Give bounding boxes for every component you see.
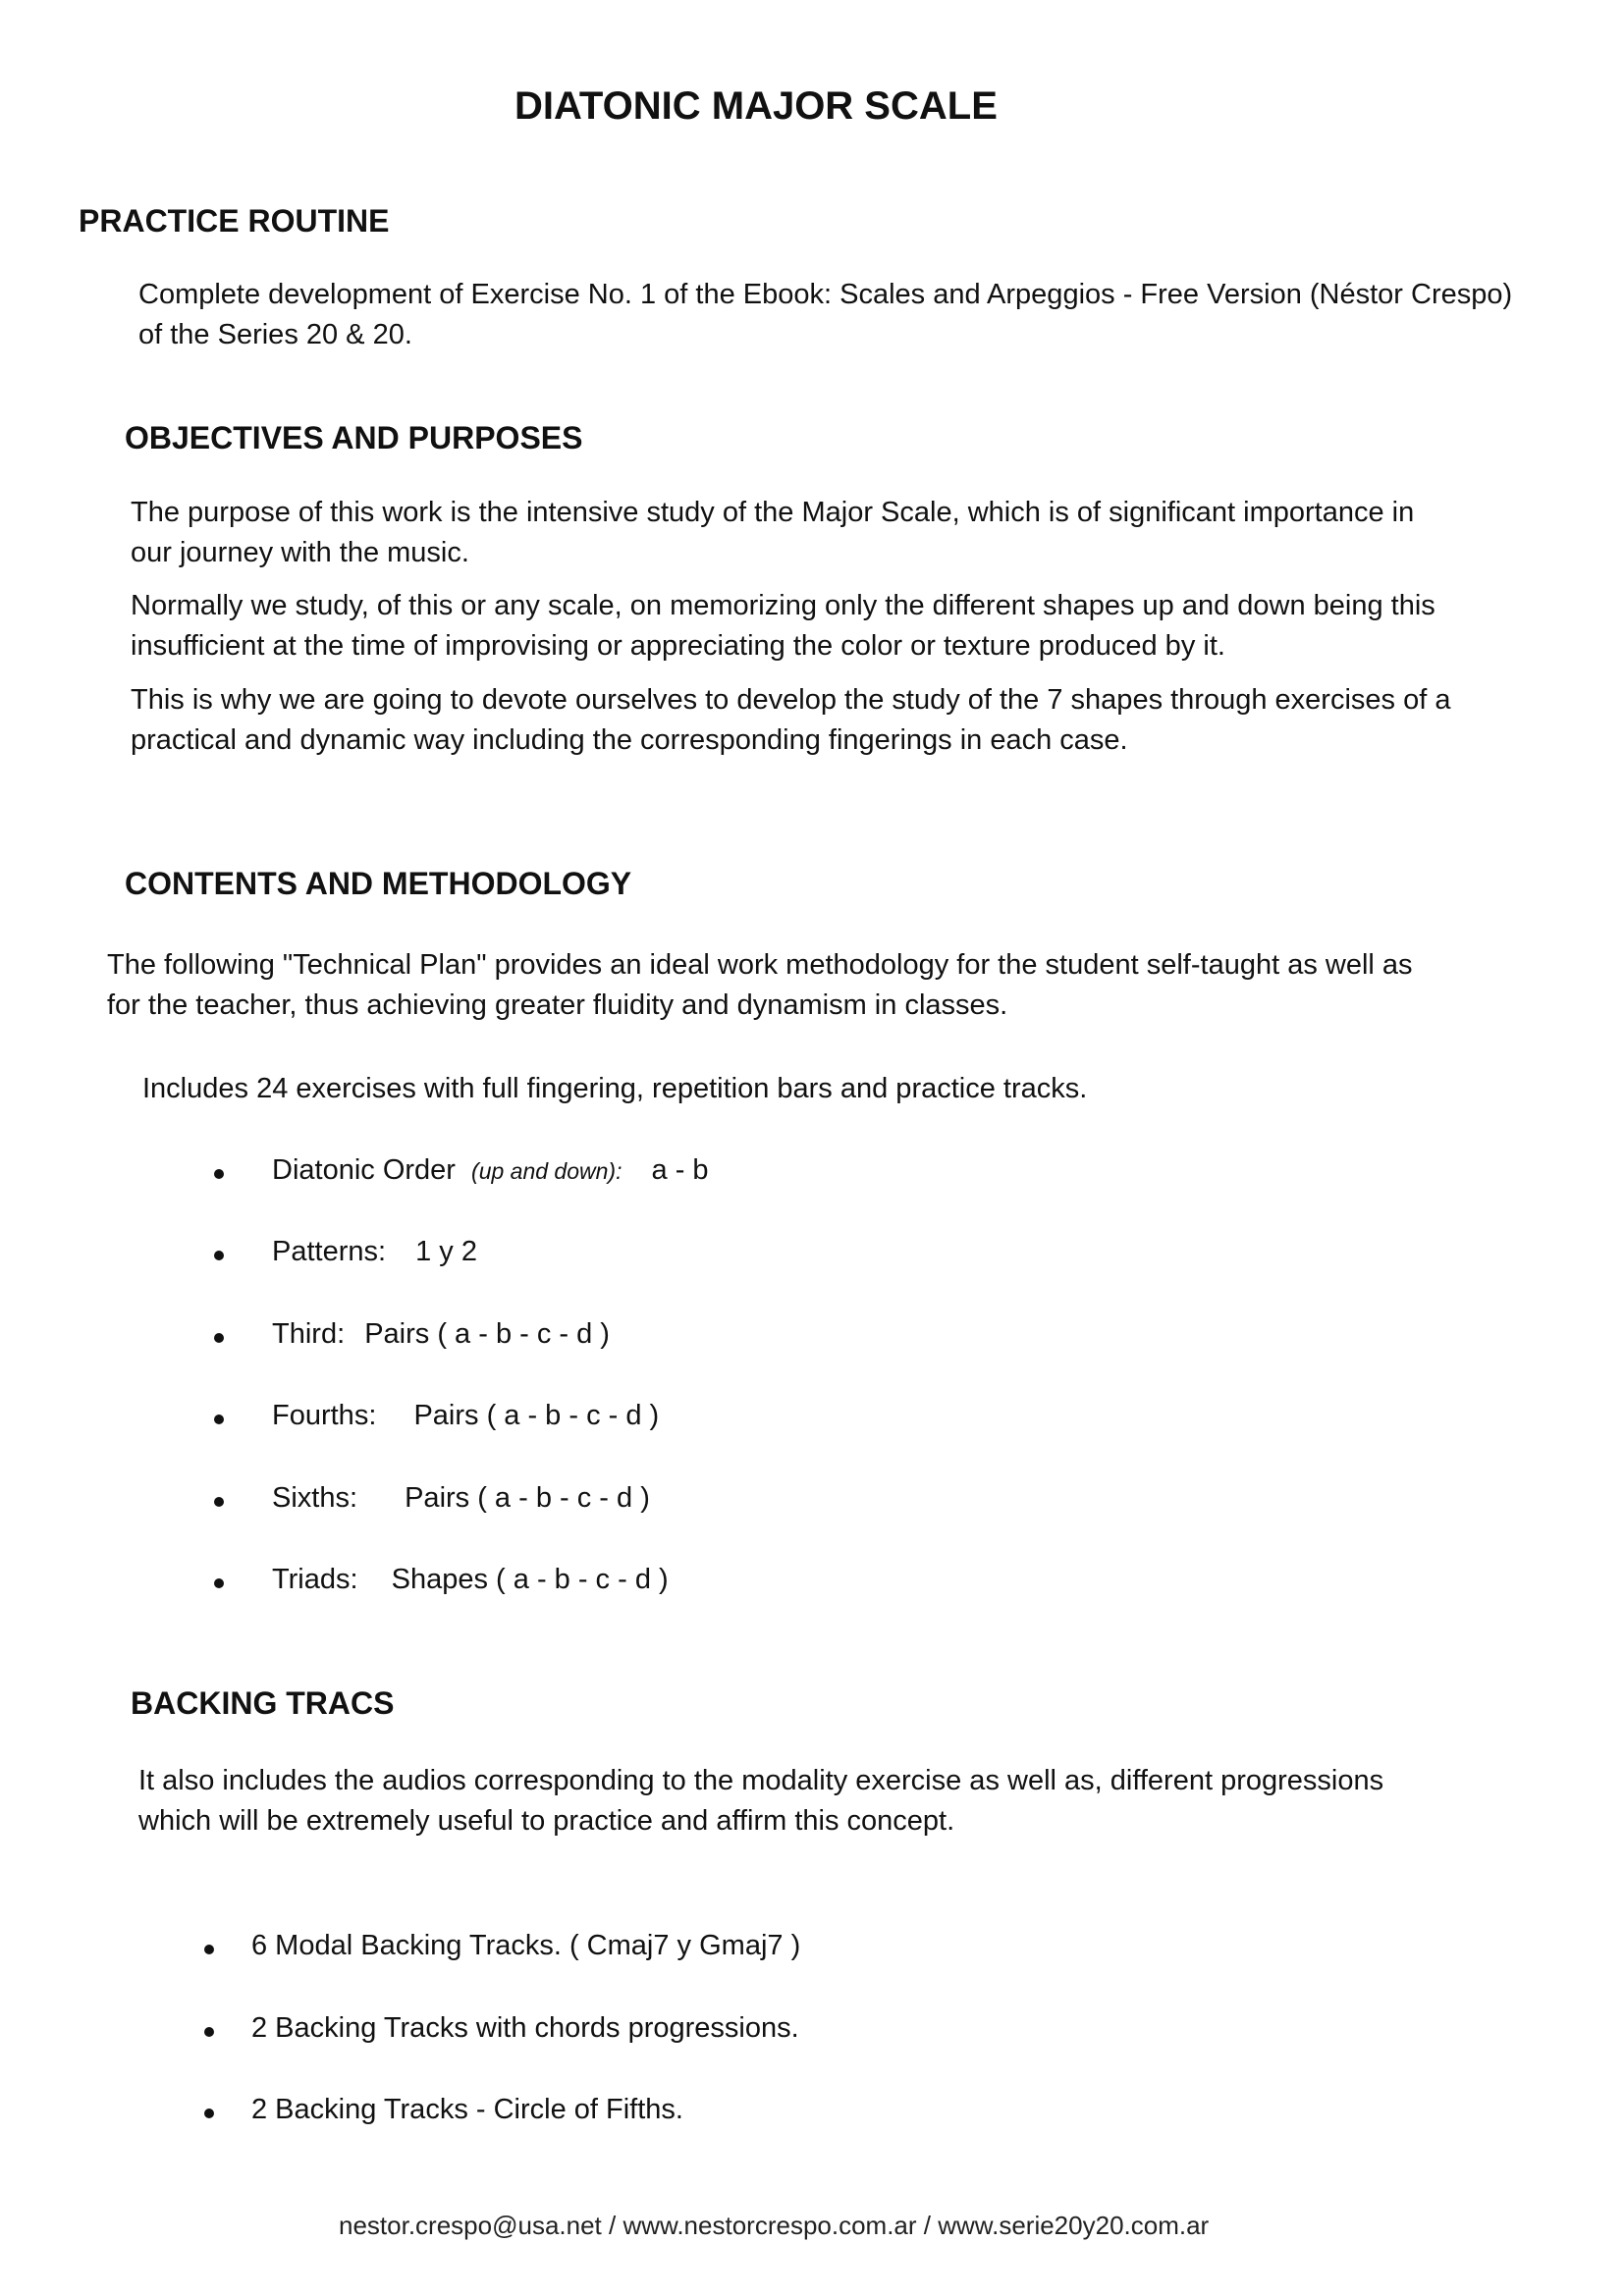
list-item-triads	[272, 1564, 669, 1596]
contents-intro-line-2: for the teacher, thus achieving greater fluidity and dynamism in classes.	[107, 989, 1008, 1021]
list-item-diatonic-order	[272, 1154, 709, 1187]
bullet-icon	[204, 2027, 214, 2037]
list-item-value: Shapes ( a - b - c - d )	[391, 1564, 669, 1595]
list-item-label: Diatonic Order	[272, 1154, 456, 1186]
practice-routine-heading: PRACTICE ROUTINE	[79, 203, 390, 239]
list-item-sixths	[272, 1482, 650, 1515]
objectives-p2-line-2: insufficient at the time of improvising or appreciating the color or texture produced by it.	[131, 630, 1225, 662]
bullet-icon	[214, 1415, 224, 1424]
footer-contact: nestor.crespo@usa.net / www.nestorcrespo.com.ar / www.serie20y20.com.ar	[339, 2211, 1210, 2240]
backing-line-1: It also includes the audios corresponding to the modality exercise as well as, different progressions	[138, 1765, 1384, 1796]
objectives-p2-line-1: Normally we study, of this or any scale, on memorizing only the different shapes up and down being this	[131, 590, 1435, 621]
list-item-value: Pairs ( a - b - c - d )	[405, 1482, 650, 1514]
list-item-label: Triads:	[272, 1564, 358, 1595]
backing-heading: BACKING TRACS	[131, 1685, 395, 1721]
list-item-value: Pairs ( a - b - c - d )	[364, 1318, 610, 1350]
bullet-icon	[214, 1578, 224, 1588]
objectives-p3-line-1: This is why we are going to devote ourselves to develop the study of the 7 shapes through exercises of a	[131, 684, 1451, 716]
list-item-circle-of-fifths: 2 Backing Tracks - Circle of Fifths.	[251, 2094, 683, 2125]
list-item-label: Sixths:	[272, 1482, 358, 1514]
list-item-fourths	[272, 1400, 659, 1432]
practice-routine-line-1: Complete development of Exercise No. 1 of the Ebook: Scales and Arpeggios - Free Version (Néstor Crespo)	[138, 279, 1513, 310]
list-item-value: 1 y 2	[415, 1236, 477, 1267]
contents-heading: CONTENTS AND METHODOLOGY	[125, 866, 632, 901]
objectives-p1-line-1: The purpose of this work is the intensive study of the Major Scale, which is of significant importance in	[131, 497, 1415, 528]
contents-intro-line-1: The following "Technical Plan" provides an ideal work methodology for the student self-taught as well as	[107, 949, 1413, 981]
bullet-icon	[214, 1169, 224, 1179]
backing-line-2: which will be extremely useful to practice and affirm this concept.	[138, 1805, 955, 1837]
list-item-label: Third:	[272, 1318, 346, 1350]
page-title: DIATONIC MAJOR SCALE	[514, 84, 998, 128]
practice-routine-line-2: of the Series 20 & 20.	[138, 319, 412, 350]
list-item-note: (up and down):	[471, 1158, 623, 1184]
list-item-chord-progressions: 2 Backing Tracks with chords progressions.	[251, 2012, 799, 2044]
bullet-icon	[214, 1251, 224, 1260]
contents-includes: Includes 24 exercises with full fingering, repetition bars and practice tracks.	[142, 1073, 1088, 1104]
list-item-modal-backing: 6 Modal Backing Tracks. ( Cmaj7 y Gmaj7 )	[251, 1930, 801, 1961]
objectives-p3-line-2: practical and dynamic way including the corresponding fingerings in each case.	[131, 724, 1128, 756]
bullet-icon	[214, 1497, 224, 1507]
bullet-icon	[204, 2109, 214, 2118]
list-item-patterns	[272, 1236, 477, 1268]
list-item-third	[272, 1318, 610, 1351]
list-item-label: Patterns:	[272, 1236, 387, 1267]
list-item-value: Pairs ( a - b - c - d )	[413, 1400, 660, 1431]
objectives-p1-line-2: our journey with the music.	[131, 537, 469, 568]
bullet-icon	[204, 1945, 214, 1954]
list-item-value: a - b	[651, 1154, 709, 1186]
objectives-heading: OBJECTIVES AND PURPOSES	[125, 420, 583, 455]
list-item-label: Fourths:	[272, 1400, 377, 1431]
bullet-icon	[214, 1333, 224, 1343]
